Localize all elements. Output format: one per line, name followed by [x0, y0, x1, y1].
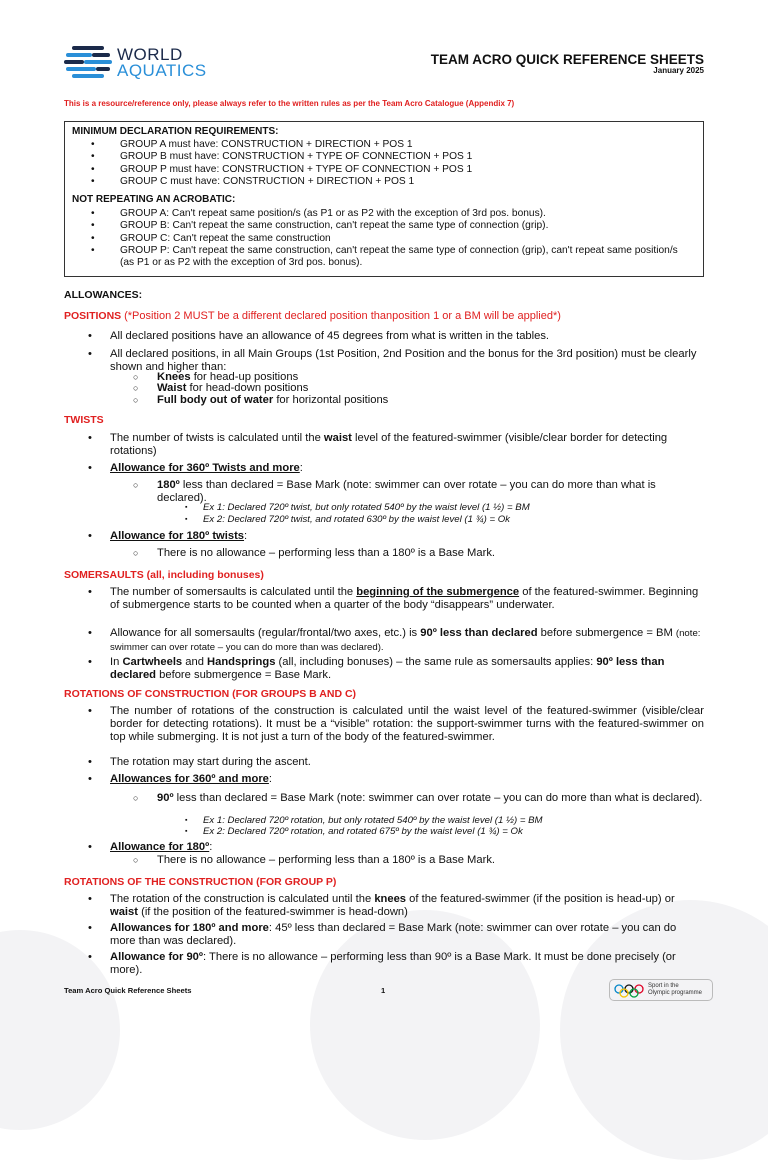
rotations-p-title: ROTATIONS OF THE CONSTRUCTION (FOR GROUP P)	[64, 876, 337, 888]
sub-text: for head-up positions	[190, 371, 299, 383]
twists-title: TWISTS	[64, 414, 104, 426]
list-item: • GROUP B: Can't repeat the same construction, can't repeat the same type of connection (grip).	[65, 220, 690, 232]
positions-title-text: POSITIONS	[64, 310, 122, 322]
bullet-text: Allowance for 180º twists:	[110, 530, 248, 542]
bullet-text: All declared positions have an allowance of 45 degrees from what is written in the tables.	[110, 330, 550, 342]
bullet-text: Allowance for 180º:	[110, 841, 213, 853]
olympic-rings-icon	[614, 984, 646, 998]
bullet-text: The number of somersaults is calculated until the beginning of the submergence of the featured-swimmer. Beginning of submergence starts to be counted when a quarter of the body “disappears” underwater.	[110, 586, 699, 611]
sub-text: for head-down positions	[186, 382, 309, 394]
sub-bold: Waist	[157, 382, 187, 394]
background-circle-left	[0, 930, 120, 1130]
positions-sub-waist: ○ Waist for head-down positions	[133, 382, 309, 394]
rotations-bc-title: ROTATIONS OF CONSTRUCTION (FOR GROUPS B AND C)	[64, 688, 357, 700]
disclaimer: This is a resource/reference only, please always refer to the written rules as per the Team Acro Catalogue (Appendix 7)	[64, 99, 515, 108]
olympic-programme-badge	[609, 979, 713, 1001]
bullet-text: The number of rotations of the construction is calculated until the waist level of the featured-swimmer (visible/clear border for detecting rotations). It must be a “visible” rotation: the support-swimmer turns with the featured-swimmer on top while submerging. It is not just a turn of the body of the featured-swimmer.	[110, 705, 704, 743]
not-repeating-title: NOT REPEATING AN ACROBATIC:	[72, 194, 236, 205]
logo-wordmark	[117, 47, 207, 79]
list-item: • GROUP C: Can't repeat the same construction	[65, 233, 690, 245]
twists-sub-no-allowance: ○ There is no allowance – performing less than a 180º is a Base Mark.	[133, 547, 496, 559]
requirements-box	[64, 121, 704, 277]
bullet-text: The number of twists is calculated until the waist level of the featured-swimmer (visible/clear border for detecting rotations)	[110, 432, 668, 457]
list-item: • GROUP C must have: CONSTRUCTION + DIRECTION + POS 1	[65, 176, 690, 188]
positions-subtitle: (*Position 2 MUST be a different declared position thanposition 1 or a BM will be applied*)	[124, 310, 561, 322]
positions-sub-full-body: ○ Full body out of water for horizontal positions	[133, 394, 389, 406]
allowances-title: ALLOWANCES:	[64, 289, 143, 301]
rotations-bc-sub-no-allowance: ○ There is no allowance – performing less than a 180º is a Base Mark.	[133, 854, 496, 866]
page-title: TEAM ACRO QUICK REFERENCE SHEETS	[430, 52, 704, 67]
positions-title	[64, 310, 561, 322]
footer-title: Team Acro Quick Reference Sheets	[64, 986, 192, 995]
sub-bold: Full body out of water	[157, 394, 274, 406]
rotations-bc-example-1: ▪ Ex 1: Declared 720º rotation, but only rotated 540º by the waist level (1 ½) = BM	[185, 815, 543, 826]
list-item: • GROUP A must have: CONSTRUCTION + DIRECTION + POS 1	[65, 139, 690, 151]
bullet-text: Allowance for all somersaults (regular/frontal/two axes, etc.) is 90º less than declared before submergence = BM (note: swimmer can over rotate – you can do more than was declared).	[110, 627, 701, 653]
bullet-text: All declared positions, in all Main Groups (1st Position, 2nd Position and the bonus for the 3rd position) must be clearly shown and higher than:	[110, 348, 697, 373]
min-declaration-list	[65, 139, 690, 188]
twists-example-1: ▪ Ex 1: Declared 720º twist, but only rotated 540º by the waist level (1 ½) = BM	[185, 502, 530, 513]
bullet-text: The rotation may start during the ascent.	[110, 756, 311, 768]
logo-line-aquatics: AQUATICS	[117, 61, 207, 80]
min-declaration-title: MINIMUM DECLARATION REQUIREMENTS:	[72, 126, 279, 137]
page-number: 1	[381, 986, 386, 995]
somersaults-title: SOMERSAULTS (all, including bonuses)	[64, 569, 264, 581]
twists-example-2: ▪ Ex 2: Declared 720º twist, and rotated 630º by the waist level (1 ¾) = Ok	[185, 514, 510, 525]
list-item: • GROUP A: Can't repeat same position/s (as P1 or as P2 with the exception of 3rd pos. bonus).	[65, 208, 690, 220]
list-item: • GROUP P must have: CONSTRUCTION + TYPE OF CONNECTION + POS 1	[65, 164, 690, 176]
bullet-text: Allowance for 90º: There is no allowance – performing less than 90º is a Base Mark. It must be done precisely (or more).	[110, 951, 676, 976]
list-item: • GROUP P: Can't repeat the same construction, can't repeat the same type of connection (grip), can't repeat same position/s (as P1 or as P2 with the exception of 3rd pos. bonus).	[65, 245, 690, 270]
bullet-text: In Cartwheels and Handsprings (all, including bonuses) – the same rule as somersaults applies: 90º less than declared before submergence = Base Mark.	[110, 656, 665, 681]
rotations-bc-example-2: ▪ Ex 2: Declared 720º rotation, and rotated 675º by the waist level (1 ¾) = Ok	[185, 826, 523, 837]
bullet-text: Allowance for 360º Twists and more:	[110, 462, 303, 474]
sub-text: for horizontal positions	[273, 394, 389, 406]
bullet-text: The rotation of the construction is calculated until the knees of the featured-swimmer (if the position is head-up) or waist (if the position of the featured-swimmer is head-down)	[110, 893, 675, 918]
sub-bold: Knees	[157, 371, 191, 383]
logo-line-world: WORLD	[117, 45, 183, 64]
list-item: • GROUP B must have: CONSTRUCTION + TYPE OF CONNECTION + POS 1	[65, 151, 690, 163]
page-date: January 2025	[653, 66, 704, 75]
positions-sub-knees: ○ Knees for head-up positions	[133, 371, 299, 383]
olympic-text: Sport in the Olympic programme	[648, 983, 703, 996]
twists-sub-180: ○ 180º less than declared = Base Mark (note: swimmer can over rotate – you can do more than what is declared).	[133, 479, 656, 504]
rotations-bc-sub-90: ○ 90º less than declared = Base Mark (note: swimmer can over rotate – you can do more than what is declared).	[133, 792, 703, 804]
bullet-text: Allowances for 360º and more:	[110, 773, 273, 785]
bullet-text: Allowances for 180º and more: 45º less than declared = Base Mark (note: swimmer can over rotate – you can do more than was declared).	[110, 922, 677, 947]
not-repeating-list	[65, 208, 690, 269]
